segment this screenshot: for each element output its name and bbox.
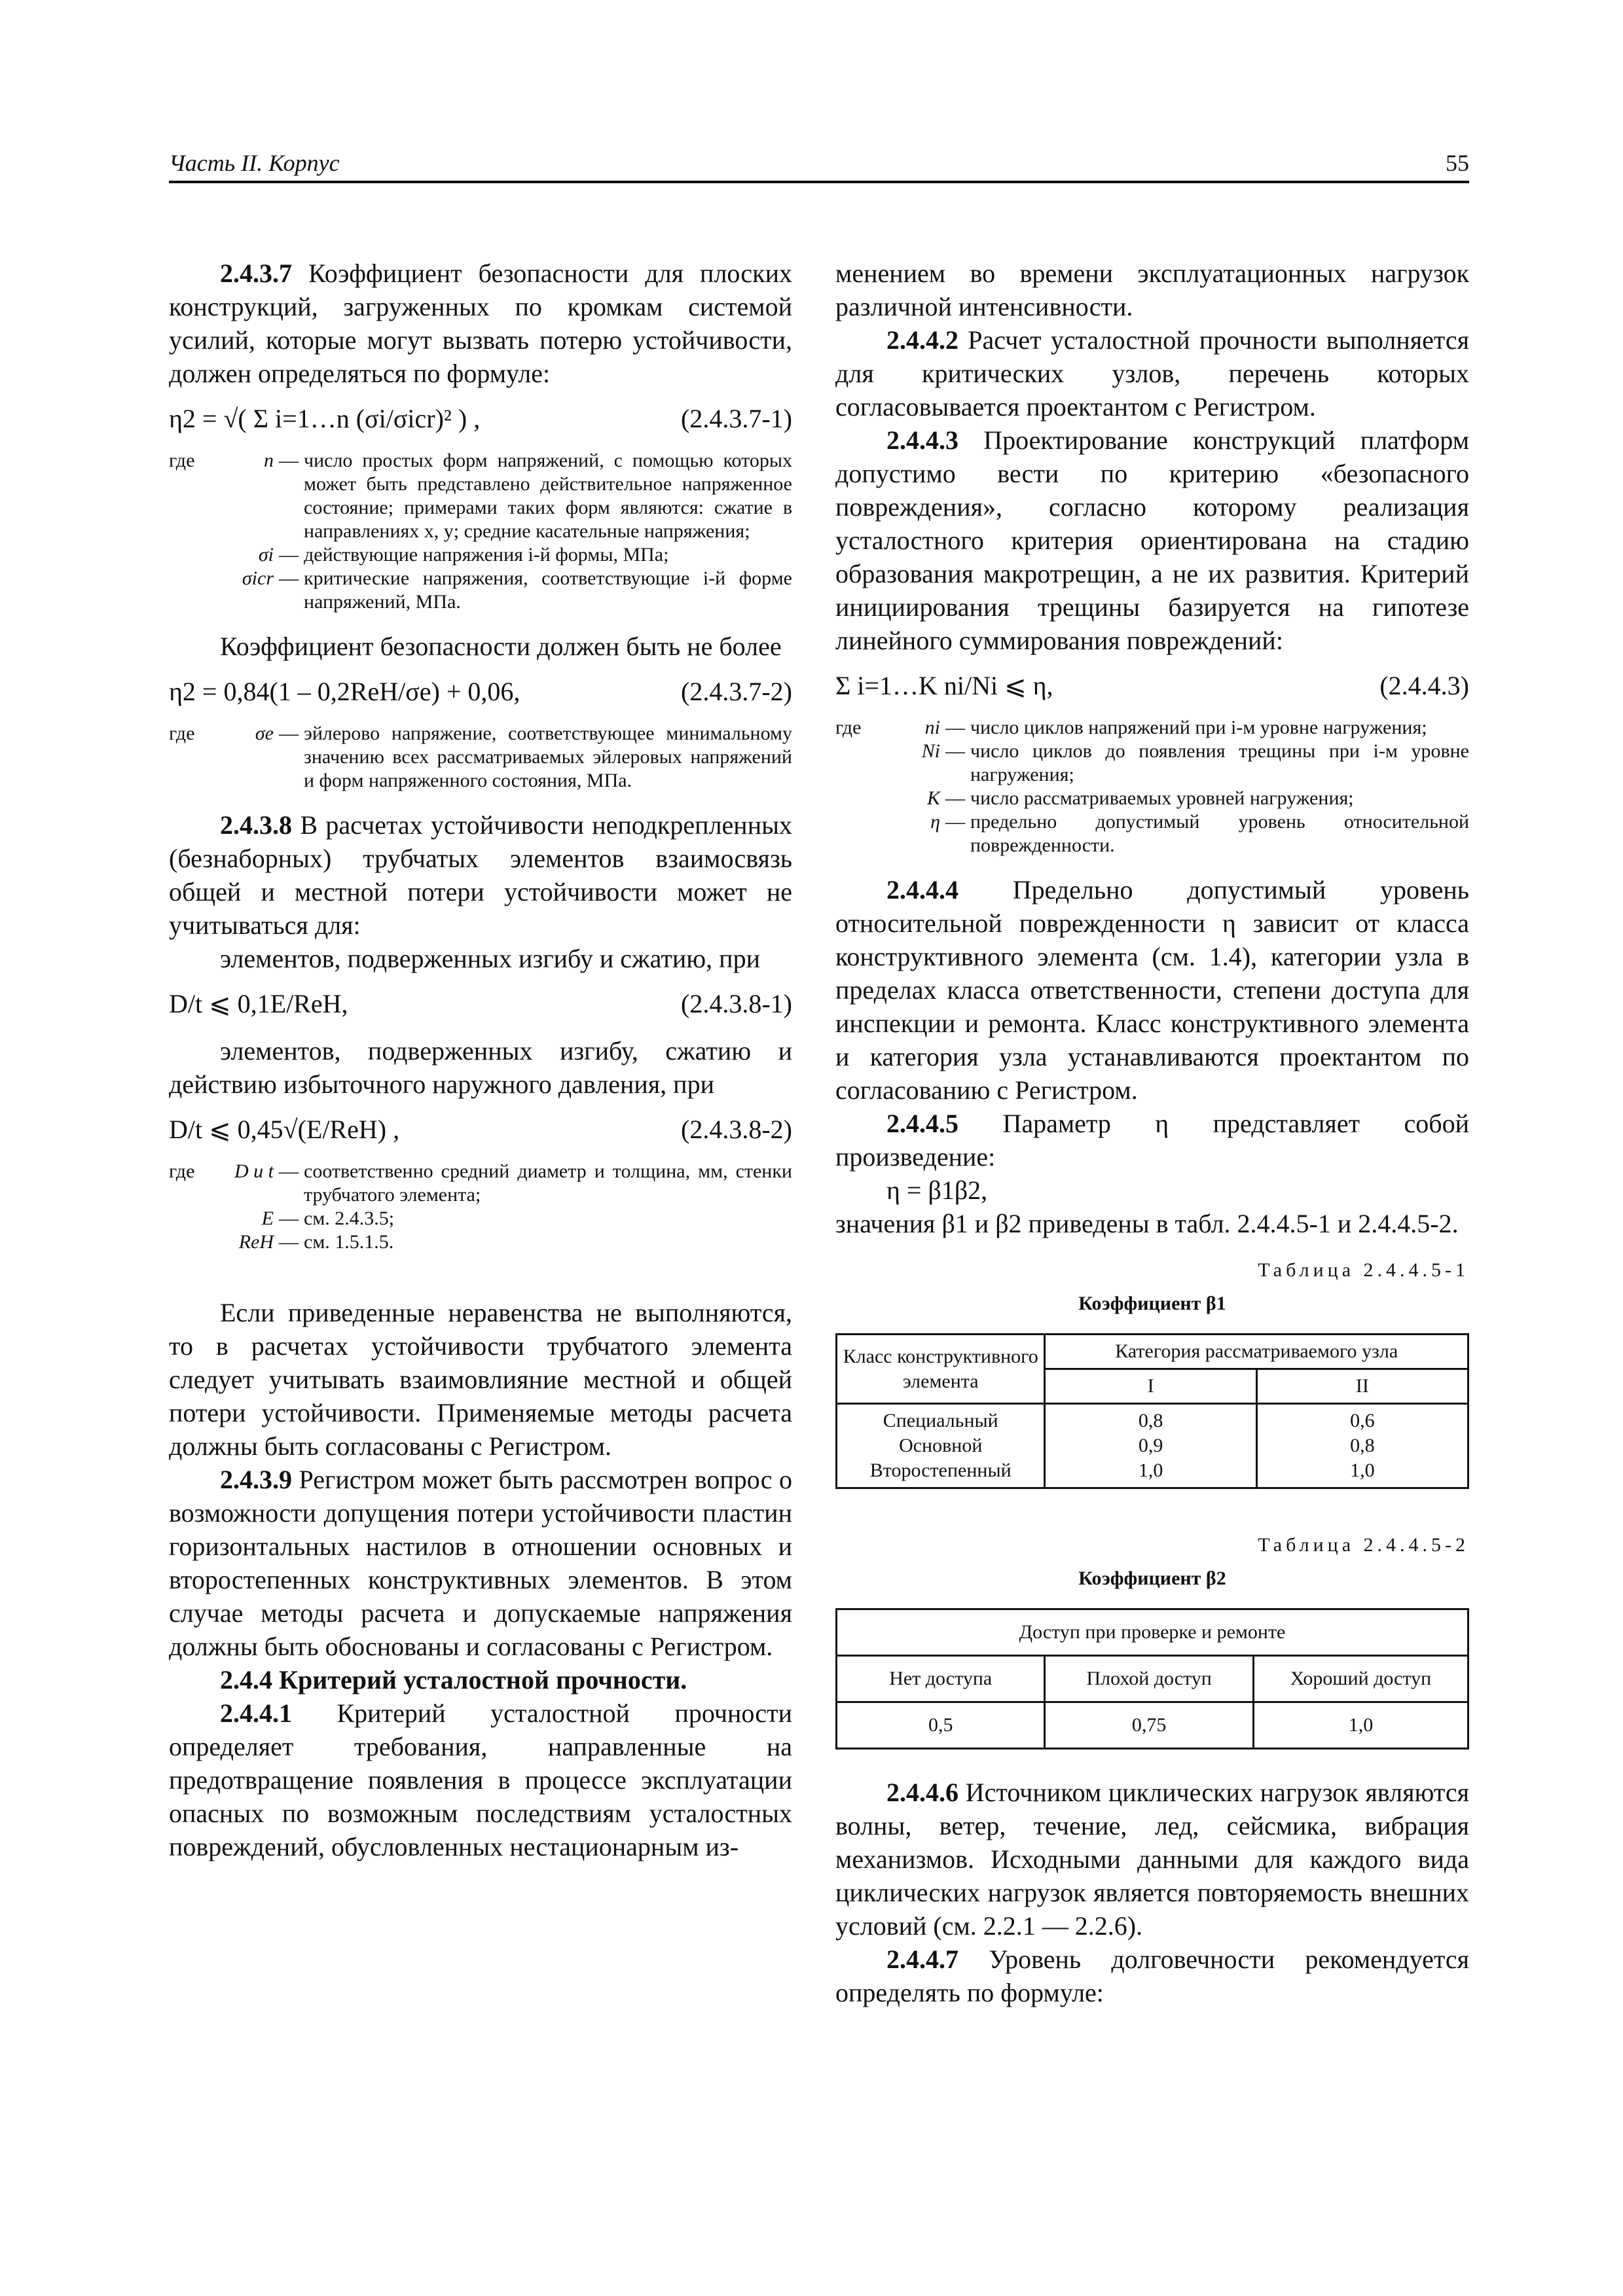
para-2445: 2.4.4.5 Параметр η представляет собой произведение: [835, 1109, 1469, 1172]
formula-2438-1 [169, 983, 792, 1029]
table-beta1 [835, 1333, 1469, 1489]
where-row: E — см. 2.4.3.5; [261, 1208, 395, 1229]
para-continued: менением во времени эксплуатационных нагрузок различной интенсивности. [835, 259, 1469, 321]
where-row: где D и t — соответственно средний диаметр и толщина, мм, стенки трубчатого элемента; [169, 1160, 792, 1206]
table-1-caption: Таблица 2.4.4.5-1 [1258, 1259, 1469, 1281]
para-2442: 2.4.4.2 Расчет усталостной прочности выполняется для критических узлов, перечень которых согласовывается проектантом с Регистром. [835, 325, 1469, 422]
right-column [835, 257, 1469, 2009]
table-header-cell: Плохой доступ [1045, 1656, 1253, 1702]
para-elem1: элементов, подверженных изгибу и сжатию, при [220, 944, 760, 973]
running-title: Часть II. Корпус [169, 150, 340, 176]
para-2441: 2.4.4.1 Критерий усталостной прочности определяет требования, направленные на предотвращение появления в процессе эксплуатации опасных по возможным последствиям усталостных повреждений, обусловленных нестационарным из- [169, 1698, 792, 1861]
where-row: η — предельно допустимый уровень относительной поврежденности. [930, 811, 1469, 856]
table-header-cell: I [1045, 1369, 1256, 1404]
where-row: где σe — эйлерово напряжение, соответствующее минимальному значению всех рассматриваемых эйлеровых напряжений и форм напряженного состояния, МПа. [169, 723, 792, 791]
where-list-4 [835, 716, 1469, 857]
where-row: K — число рассматриваемых уровней нагружения; [926, 787, 1354, 809]
formula-eta: η = β1β2, [886, 1175, 988, 1205]
left-column [169, 257, 792, 1863]
table-cell: 0,6 0,8 1,0 [1256, 1404, 1468, 1488]
where-list-1 [169, 449, 792, 614]
where-row: σi — действующие напряжения i-й формы, МПа; [258, 544, 669, 565]
formula-expression: η2 = 0,84(1 – 0,2ReH/σe) + 0,06, [169, 677, 520, 706]
formula-number: (2.4.4.3) [1379, 671, 1469, 700]
para-2447: 2.4.4.7 Уровень долговечности рекомендуется определять по формуле: [835, 1945, 1469, 2007]
para-coef: Коэффициент безопасности должен быть не более [220, 632, 782, 661]
para-2438: 2.4.3.8 В расчетах устойчивости неподкрепленных (безнаборных) трубчатых элементов взаимосвязь общей и местной потери устойчивости может не учитываться для: [169, 810, 792, 940]
table-cell: 0,8 0,9 1,0 [1045, 1404, 1256, 1488]
table-header-cell: Категория рассматриваемого узла [1045, 1335, 1468, 1369]
where-list-3 [169, 1160, 792, 1254]
formula-2438-2 [169, 1109, 792, 1155]
table-header-cell: Класс конструктивного элемента [837, 1335, 1045, 1404]
formula-expression: D/t ⩽ 0,45√(E/ReH) , [169, 1115, 400, 1144]
formula-number: (2.4.3.8-2) [681, 1115, 792, 1144]
para-2439: 2.4.3.9 Регистром может быть рассмотрен вопрос о возможности допущения потери устойчивости пластин горизонтальных настилов в отношении основных и второстепенных конструктивных элементов. В этом случае методы расчета и допускаемые напряжения должны быть обоснованы и согласованы с Регистром. [169, 1465, 792, 1661]
para-values: значения β1 и β2 приведены в табл. 2.4.4.5-1 и 2.4.4.5-2. [835, 1209, 1459, 1238]
section-heading-244: 2.4.4 Критерий усталостной прочности. [220, 1665, 687, 1695]
para-2443: 2.4.4.3 Проектирование конструкций платформ допустимо вести по критерию «безопасного повреждения», согласно которому реализация усталостного критерия ориентирована на стадию образования макротрещин, а не их развития. Критерий инициирования трещины базируется на гипотезе линейного суммирования повреждений: [835, 425, 1470, 655]
table-header-cell: Хороший доступ [1253, 1656, 1468, 1702]
formula-2443 [835, 665, 1469, 711]
table-1-title: Коэффициент β1 [1078, 1293, 1226, 1314]
para-2437: 2.4.3.7 Коэффициент безопасности для плоских конструкций, загруженных по кромкам системой усилий, которые могут вызвать потерю устойчивости, должен определяться по формуле: [169, 259, 793, 388]
table-header-cell: Доступ при проверке и ремонте [837, 1609, 1468, 1656]
para-2444: 2.4.4.4 Предельно допустимый уровень относительной поврежденности η зависит от класса конструктивного элемента (см. 1.4), категории узла в пределах класса ответственности, степени доступа для инспекции и ремонта. Класс конструктивного элемента и категория узла устанавливаются проектантом по согласованию с Регистром. [835, 875, 1470, 1105]
where-row: где n — число простых форм напряжений, с помощью которых может быть представлено действительное напряженное состояние; примерами таких форм являются: сжатие в направлениях x, y; средние касательные напряжения; [169, 450, 792, 542]
para-elem2: элементов, подверженных изгибу, сжатию и действию избыточного наружного давления, при [169, 1036, 792, 1099]
table-cell: 0,75 [1045, 1702, 1253, 1749]
formula-expression: Σ i=1…K ni/Ni ⩽ η, [835, 671, 1053, 700]
table-2-caption: Таблица 2.4.4.5-2 [1258, 1534, 1469, 1556]
where-row: Ni — число циклов до появления трещины при i-м уровне нагружения; [921, 740, 1469, 785]
table-beta2 [835, 1608, 1469, 1749]
where-row: где ni — число циклов напряжений при i-м уровне нагружения; [835, 717, 1427, 738]
table-2-title: Коэффициент β2 [1078, 1568, 1226, 1589]
para-2446: 2.4.4.6 Источником циклических нагрузок являются волны, ветер, течение, лед, сейсмика, вибрация механизмов. Исходными данными для каждого вида циклических нагрузок является повторяемость внешних условий (см. 2.2.1 — 2.2.6). [835, 1778, 1469, 1941]
formula-2437-2 [169, 671, 792, 717]
table-cell: 0,5 [837, 1702, 1045, 1749]
formula-number: (2.4.3.7-2) [681, 677, 792, 706]
where-list-2 [169, 722, 792, 793]
page-number: 55 [1446, 150, 1469, 176]
where-row: σicr — критические напряжения, соответствующие i-й форме напряжений, МПа. [242, 567, 792, 613]
where-label: где [169, 450, 195, 471]
page-header [169, 144, 1469, 183]
table-cell: Специальный Основной Второстепенный [837, 1404, 1045, 1488]
formula-expression: D/t ⩽ 0,1E/ReH, [169, 989, 348, 1018]
formula-number: (2.4.3.7-1) [681, 404, 792, 433]
para-if: Если приведенные неравенства не выполняются, то в расчетах устойчивости трубчатого элемента следует учитывать взаимовлияние местной и общей потери устойчивости. Применяемые методы расчета должны быть согласованы с Регистром. [169, 1298, 792, 1461]
formula-expression: η2 = √( Σ i=1…n (σi/σicr)² ) , [169, 404, 481, 433]
where-row: ReH — см. 1.5.1.5. [238, 1231, 394, 1253]
table-header-cell: Нет доступа [837, 1656, 1045, 1702]
table-header-cell: II [1256, 1369, 1468, 1404]
table-cell: 1,0 [1253, 1702, 1468, 1749]
formula-2437-1 [169, 398, 792, 444]
formula-number: (2.4.3.8-1) [681, 989, 792, 1018]
